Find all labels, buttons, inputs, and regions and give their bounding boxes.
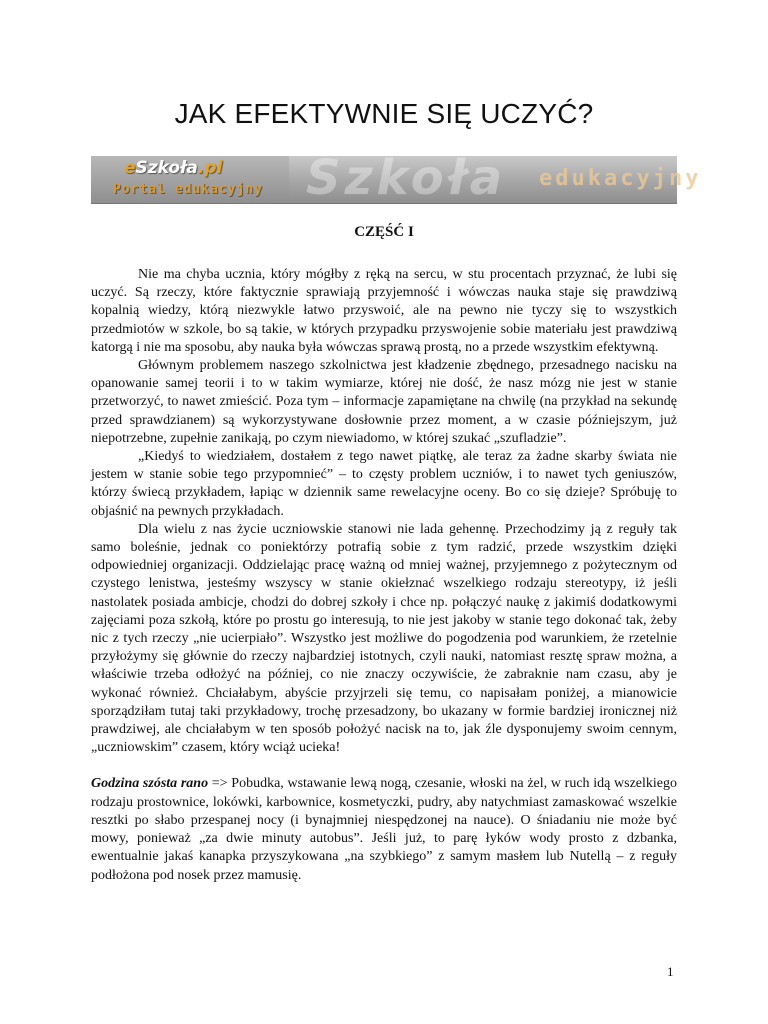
- banner-background-word-2: edukacyjny: [539, 166, 702, 191]
- paragraph-3: „Kiedyś to wiedziałem, dostałem z tego nawet piątkę, ale teraz za żadne skarby świata nie jestem w stanie sobie tego przypomnieć” – to częsty problem uczniów, i to nawet tych geniuszów, którzy świecą przykładem, łapiąc w dziennik same rewelacyjne oceny. Bo co się dzieje? Spróbuję to objaśnić na pewnych przykładach.: [91, 449, 677, 519]
- banner-background-word: Szkoła: [306, 150, 507, 206]
- document-title: JAK EFEKTYWNIE SIĘ UCZYĆ?: [174, 98, 594, 129]
- schedule-lead: Godzina szósta rano: [91, 776, 209, 792]
- schedule-arrow: =>: [208, 776, 232, 792]
- section-heading: CZĘŚĆ I: [354, 224, 414, 240]
- banner-subtitle: Portal edukacyjny: [113, 182, 264, 197]
- paragraph-2: Głównym problemem naszego szkolnictwa jest kładzenie zbędnego, przesadnego nacisku na opanowanie samej teorii i to w takim wymiarze, której nie dość, że nasz mózg nie jest w stanie przetworzyć, to nawet zmieścić. Poza tym – informacje zapamiętane na chwilę (na przykład na sekundę przed sprawdzianem) są wykorzystywane dosłownie przez moment, a w czasie późniejszym, już niepotrzebne, zupełnie zanikają, po czym niewiadomo, w której szukać „szufladzie”.: [91, 358, 677, 446]
- banner-logo-box: [91, 156, 289, 203]
- page-number: 1: [667, 964, 674, 979]
- eszkola-logo: eSzkoła.pl: [124, 158, 223, 178]
- schedule-text: Pobudka, wstawanie lewą nogą, czesanie, włoski na żel, w ruch idą wszelkiego rodzaju prostownice, lokówki, karbownice, kosmetyczki, pudry, aby natychmiast zamaskować wszelkie resztki po słabo przespanej nocy (i bynajmniej niespędzonej na nauce). O śniadaniu nie może być mowy, ponieważ „za dwie minuty autobus”. Jeśli już, to parę łyków wody prosto z dzbanka, ewentualnie jakaś kanapka przyszykowana „na szybkiego” z samym masłem lub Nutellą – z reguły podłożona pod nosek przez mamusię.: [91, 776, 678, 883]
- schedule-paragraph: [91, 775, 677, 884]
- paragraph-4: Dla wielu z nas życie uczniowskie stanowi nie lada gehennę. Przechodzimy ją z reguły tak samo boleśnie, jednak co poniektórzy potrafią sobie z tym radzić, przede wszystkim dzięki odpowiedniej organizacji. Oddzielając pracę ważną od mniej ważnej, przyjemnego z pożytecznym od czystego lenistwa, jesteśmy wszyscy w stanie okiełznać wszelkiego rodzaju stereotypy, iż jeśli nastolatek posiada ambicje, chodzi do dobrej szkoły i chce np. połączyć naukę z jakimiś dodatkowymi zajęciami poza szkołą, które po prostu go interesują, to nie jest jakoby w stanie tego dokonać tak, żeby nic z tych rzeczy „nie ucierpiało”. Wszystko jest możliwe do pogodzenia pod warunkiem, że rzetelnie przyłożymy się głównie do rzeczy najbardziej istotnych, czyli nauki, natomiast resztę spraw można, a właściwie trzeba odłożyć na później, co nie znaczy oczywiście, że zabraknie nam czasu, aby je wykonać również. Chciałabym, abyście przyjrzeli się temu, co napisałam poniżej, a mianowicie sporządziłam tutaj taki przykładowy, trochę przesadzony, bo ukazany w formie bardziej ironicznej niż prawdziwej, ale chciałabym w ten sposób położyć nacisk na to, jak źle dysponujemy swoim cennym, „uczniowskim” czasem, który wciąż ucieka!: [91, 521, 677, 756]
- document-body: [91, 266, 677, 885]
- paragraph-1: Nie ma chyba ucznia, który mógłby z ręką na sercu, w stu procentach przyznać, że lubi się uczyć. Są rzeczy, które faktycznie sprawiają przyjemność i wówczas nauka staje się prawdziwą kopalnią wiedzy, którą niezwykle łatwo przyswoić, ale na pewno nie tyczy się to wszystkich przedmiotów w szkole, bo są takie, w których przypadku przyswojenie sobie materiału jest prawdziwą katorgą i nie ma sposobu, aby nauka była wówczas sprawą prostą, no a przede wszystkim efektywną.: [91, 267, 677, 355]
- eszkola-banner: [91, 150, 702, 206]
